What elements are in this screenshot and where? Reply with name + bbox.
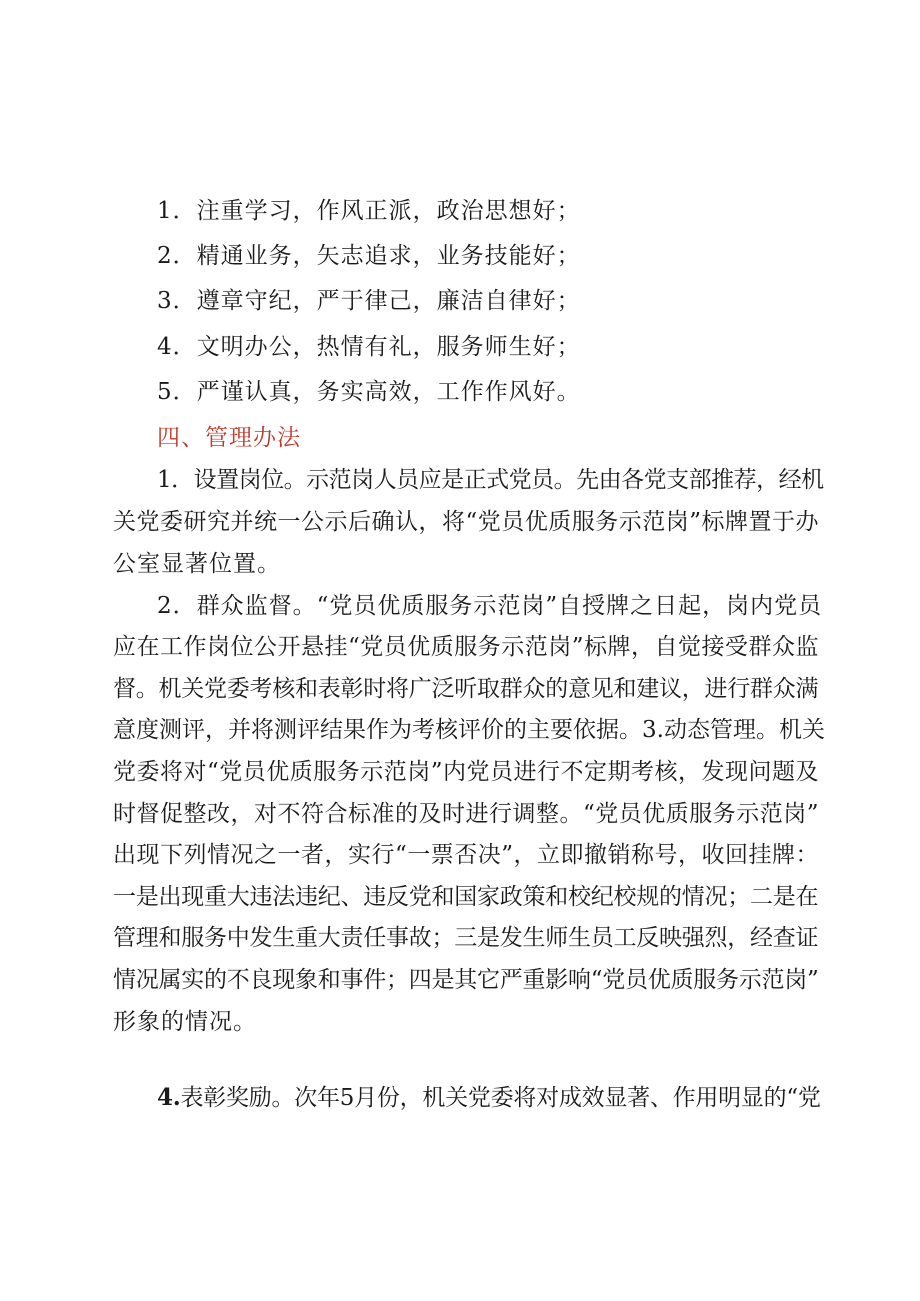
section-heading: 四、管理办法 [157, 425, 301, 451]
standard-item-2: 2．精通业务，矢志追求，业务技能好； [157, 243, 581, 269]
para1-line-1: 1．设置岗位。示范岗人员应是正式党员。先由各党支部推荐，经机 [157, 467, 824, 493]
para2-line-3: 督。机关党委考核和表彰时将广泛听取群众的意见和建议，进行群众满 [113, 676, 819, 702]
para2-line-6: 时督促整改，对不符合标准的及时进行调整。“党员优质服务示范岗” [113, 801, 820, 827]
para2-line-11: 形象的情况。 [113, 1009, 257, 1035]
para2-line-4: 意度测评，并将测评结果作为考核评价的主要依据。3.动态管理。机关 [113, 717, 825, 743]
para1-line-3: 公室显著位置。 [113, 551, 281, 577]
para1-line-2: 关党委研究并统一公示后确认，将“党员优质服务示范岗”标牌置于办 [113, 509, 820, 535]
para4-text: 表彰奖励。次年5月份，机关党委将对成效显著、作用明显的“党 [180, 1085, 821, 1111]
para4-line-1 [157, 1083, 821, 1113]
standard-item-3: 3．遵章守纪，严于律己，廉洁自律好； [157, 288, 581, 314]
standard-item-4: 4．文明办公，热情有礼，服务师生好； [157, 334, 581, 360]
para2-line-9: 管理和服务中发生重大责任事故；三是发生师生员工反映强烈，经查证 [113, 925, 819, 951]
para2-line-10: 情况属实的不良现象和事件；四是其它严重影响“党员优质服务示范岗” [113, 967, 819, 993]
para2-line-5: 党委将对“党员优质服务示范岗”内党员进行不定期考核，发现问题及 [113, 759, 820, 785]
para2-line-1: 2．群众监督。“党员优质服务示范岗”自授牌之日起，岗内党员 [157, 593, 823, 619]
para2-line-2: 应在工作岗位公开悬挂“党员优质服务示范岗”标牌，自觉接受群众监 [113, 634, 820, 660]
para2-line-8: 一是出现重大违法违纪、违反党和国家政策和校纪校规的情况；二是在 [113, 884, 819, 910]
para2-line-7: 出现下列情况之一者，实行“一票否决”，立即撤销称号，收回挂牌： [113, 842, 820, 868]
para4-number: 4. [157, 1084, 181, 1111]
standard-item-5: 5．严谨认真，务实高效，工作作风好。 [157, 379, 581, 405]
standard-item-1: 1．注重学习，作风正派，政治思想好； [157, 198, 581, 224]
